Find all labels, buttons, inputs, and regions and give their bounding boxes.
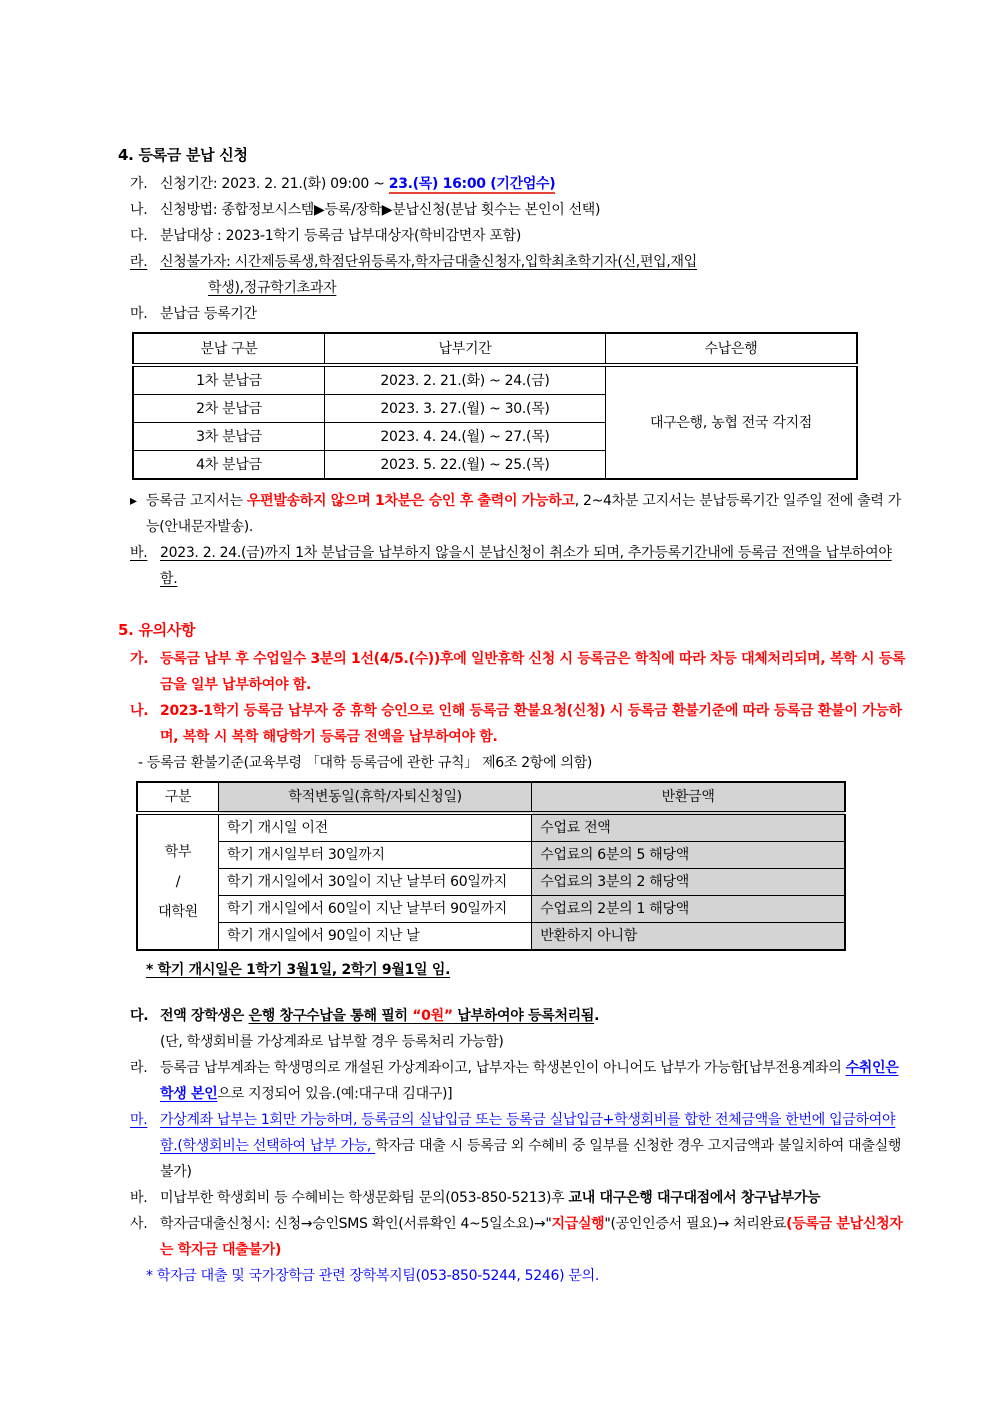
s4-item-registration-period: [130, 301, 910, 327]
s5-sa-label: 사.: [130, 1216, 148, 1232]
s4-da-text: 분납대상 : 2023-1학기 등록금 납부대상자(학비감면자 포함): [160, 228, 521, 244]
refund-1: 수업료 전액: [532, 813, 845, 842]
header-category: 구분: [137, 782, 219, 813]
s5-ba-label: 바.: [130, 1190, 148, 1206]
s4-ra-line1: 신청불가자: 시간제등록생,학점단위등록자,학자금대출신청자,입학최초학기자(신,편입,재입: [160, 254, 697, 270]
s5-ra-payee: 수취인은 학생 본인: [160, 1060, 899, 1102]
refund-basis-note: - 등록금 환불기준(교육부령 「대학 등록금에 관한 규칙」 제6조 2항에 의함): [138, 755, 593, 771]
installment-1-name: 1차 분납금: [133, 365, 325, 395]
print-notice-red: 우편발송하지 않으며 1차분은 승인 후 출력이 가능하고: [246, 493, 575, 509]
installment-2-name: 2차 분납금: [133, 395, 325, 423]
refund-4: 수업료의 2분의 1 해당액: [532, 896, 845, 923]
header-receiving-bank: 수납은행: [606, 333, 858, 365]
header-change-date: 학적변동일(휴학/자퇴신청일): [219, 782, 532, 813]
print-notice-pre: 등록금 고지서는: [146, 493, 247, 509]
refund-criteria-table: [136, 781, 846, 951]
s4-item-not-eligible: [130, 249, 910, 301]
header-payment-period: 납부기간: [325, 333, 606, 365]
s5-da-zero-won: “0원”: [412, 1008, 453, 1024]
table-row: [137, 813, 845, 842]
change-date-1: 학기 개시일 이전: [219, 813, 532, 842]
s5-ba-p1: 미납부한 학생회비 등 수혜비는 학생문화팀 문의(053-850-5213)후: [160, 1190, 569, 1206]
loan-contact-note: * 학자금 대출 및 국가장학금 관련 장학복지팀(053-850-5244, 5246) 문의.: [146, 1268, 600, 1284]
s4-item-cancellation: [130, 540, 910, 592]
print-notice: [130, 488, 910, 540]
refund-3: 수업료의 3분의 2 해당액: [532, 869, 845, 896]
s5-ma-blue-part: 가상계좌 납부는 1회만 가능하며, 등록금의 실납입금 또는 등록금 실납입금+학생회비를 합한 전체금액을 한번에 입금하여야 함.(학생회비는 선택하여 납부 가능,: [160, 1112, 896, 1154]
group-line1: 학부: [164, 844, 192, 860]
s5-item-refund-rule: [130, 698, 910, 750]
group-line3: 대학원: [158, 904, 198, 920]
s5-da-underlined: [249, 1008, 595, 1024]
s5-da-sub-note: (단, 학생회비를 가상계좌로 납부할 경우 등록처리 가능함): [160, 1034, 504, 1050]
semester-start-note: [130, 957, 910, 983]
table-row: [137, 842, 845, 869]
s4-ba-label: 바.: [130, 545, 148, 561]
s5-ma-text: [160, 1107, 910, 1185]
s4-item-eligible: [130, 223, 910, 249]
header-refund-amount: 반환금액: [532, 782, 845, 813]
s4-na-text: 신청방법: 종합정보시스템▶등록/장학▶분납신청(분납 횟수는 본인이 선택): [160, 202, 601, 218]
s4-ra-text: [160, 249, 910, 301]
s4-ma-text: 분납금 등록기간: [160, 306, 257, 322]
s5-item-student-loan: [130, 1211, 910, 1263]
s5-item-leave-rule: [130, 646, 910, 698]
s4-ra-line2: 학생),정규학기초과자: [208, 280, 337, 296]
s5-ra-text: [160, 1055, 910, 1107]
semester-start-note-text: * 학기 개시일은 1학기 3월1일, 2학기 9월1일 임.: [146, 962, 451, 978]
s5-ra-p1: 등록금 납부계좌는 학생명의로 개설된 가상계좌이고, 납부자는 학생본인이 아니어도 납부가 가능함[납부전용계좌의: [160, 1060, 846, 1076]
s4-ga-text-pre: 신청기간: 2023. 2. 21.(화) 09:00 ~: [160, 176, 389, 192]
section4-title: 4. 등록금 분납 신청: [118, 146, 248, 164]
refund-2: 수업료의 6분의 5 해당액: [532, 842, 845, 869]
print-notice-text: [146, 488, 910, 540]
group-line2: /: [175, 874, 181, 890]
s5-da-pre: 전액 장학생은: [160, 1008, 249, 1024]
s5-sa-p3: "(공인인증서 필요)→ 처리완료: [604, 1216, 787, 1232]
s4-ma-label: 마.: [130, 306, 148, 322]
s5-da-u-post: 납부하여야 등록처리됨: [452, 1008, 595, 1024]
s5-item-virtual-account: [130, 1055, 910, 1107]
triangle-bullet-icon: ▸: [130, 493, 137, 509]
s4-ba-text: 2023. 2. 24.(금)까지 1차 분납금을 납부하지 않을시 분납신청이 취소가 되며, 추가등록기간내에 등록금 전액을 납부하여야 함.: [160, 545, 892, 587]
section5-title: 5. 유의사항: [118, 621, 196, 639]
s5-ma-p2: 학자금 대출 시 등록금 외 수혜비 중 일부를 신청한 경우 고지금액과 불일치하여 대출실행 불가): [160, 1138, 902, 1180]
s5-da-u-pre: 은행 창구수납을 통해 필히: [248, 1008, 413, 1024]
s5-ga-text: 등록금 납부 후 수업일수 3분의 1선(4/5.(수))후에 일반휴학 신청 시 등록금은 학칙에 따라 차등 대체처리되며, 복학 시 등록금을 일부 납부하여야 함.: [160, 651, 906, 693]
installment-schedule-table: [132, 332, 858, 480]
installment-1-period: 2023. 2. 21.(화) ~ 24.(금): [325, 365, 606, 395]
s5-ra-label: 라.: [130, 1060, 148, 1076]
s5-sa-text: [160, 1211, 910, 1263]
s4-ra-label: 라.: [130, 254, 148, 270]
s5-da-label: 다.: [130, 1008, 149, 1024]
s5-ma-label: 마.: [130, 1112, 148, 1128]
s4-na-label: 나.: [130, 202, 148, 218]
s4-item-application-method: [130, 197, 910, 223]
s5-da-text: [160, 1003, 910, 1029]
table-header-row: [137, 782, 845, 813]
s5-ba-bank-bold: 교내 대구은행 대구대점에서 창구납부가능: [568, 1190, 821, 1206]
installment-4-period: 2023. 5. 22.(월) ~ 25.(목): [325, 451, 606, 480]
s4-ga-text: [160, 171, 910, 197]
change-date-3: 학기 개시일에서 30일이 지난 날부터 60일까지: [219, 869, 532, 896]
table-row: [137, 869, 845, 896]
installment-3-period: 2023. 4. 24.(월) ~ 27.(목): [325, 423, 606, 451]
s5-da-tail: .: [594, 1008, 600, 1024]
header-installment-type: 분납 구분: [133, 333, 325, 365]
change-date-5: 학기 개시일에서 90일이 지난 날: [219, 923, 532, 951]
s5-item-unpaid-fees: [130, 1185, 910, 1211]
s5-ba-text: [160, 1185, 910, 1211]
s5-item-single-deposit: [130, 1107, 910, 1185]
s5-sa-disbursement: 지급실행: [551, 1216, 605, 1232]
table-header-row: [133, 333, 857, 365]
s4-ga-label: 가.: [130, 176, 148, 192]
table-row: [137, 896, 845, 923]
installment-2-period: 2023. 3. 27.(월) ~ 30.(목): [325, 395, 606, 423]
refund-5: 반환하지 아니함: [532, 923, 845, 951]
s5-na-text: 2023-1학기 등록금 납부자 중 휴학 승인으로 인해 등록금 환불요청(신청) 시 등록금 환불기준에 따라 등록금 환불이 가능하며, 복학 시 복학 해당학기 등록금 전액을 납부하여야 함.: [160, 703, 902, 745]
s5-ra-p3: 으로 지정되어 있음.(예:대구대 김대구)]: [217, 1086, 453, 1102]
s5-sa-p1: 학자금대출신청시: 신청→승인SMS 확인(서류확인 4~5일소요)→": [160, 1216, 552, 1232]
s4-item-application-period: [130, 171, 910, 197]
table-row: [137, 923, 845, 951]
installment-4-name: 4차 분납금: [133, 451, 325, 480]
print-notice-post: , 2~4차분 고지서는 분납등록기간 일주일 전에 출력 가능(안내문자발송).: [146, 493, 902, 535]
s4-ga-deadline: 23.(목) 16:00 (기간엄수): [388, 176, 556, 192]
s5-sa-no-loan: (등록금 분납신청자는 학자금 대출불가): [160, 1216, 903, 1258]
s5-item-scholarship-zero-pay: [130, 1003, 910, 1029]
s5-ga-label: 가.: [130, 651, 149, 667]
change-date-2: 학기 개시일부터 30일까지: [219, 842, 532, 869]
installment-3-name: 3차 분납금: [133, 423, 325, 451]
table-row: [133, 365, 857, 395]
s5-na-label: 나.: [130, 703, 149, 719]
change-date-4: 학기 개시일에서 60일이 지난 날부터 90일까지: [219, 896, 532, 923]
category-group-cell: [137, 813, 219, 950]
s4-da-label: 다.: [130, 228, 148, 244]
receiving-bank-cell: 대구은행, 농협 전국 각지점: [606, 365, 858, 479]
